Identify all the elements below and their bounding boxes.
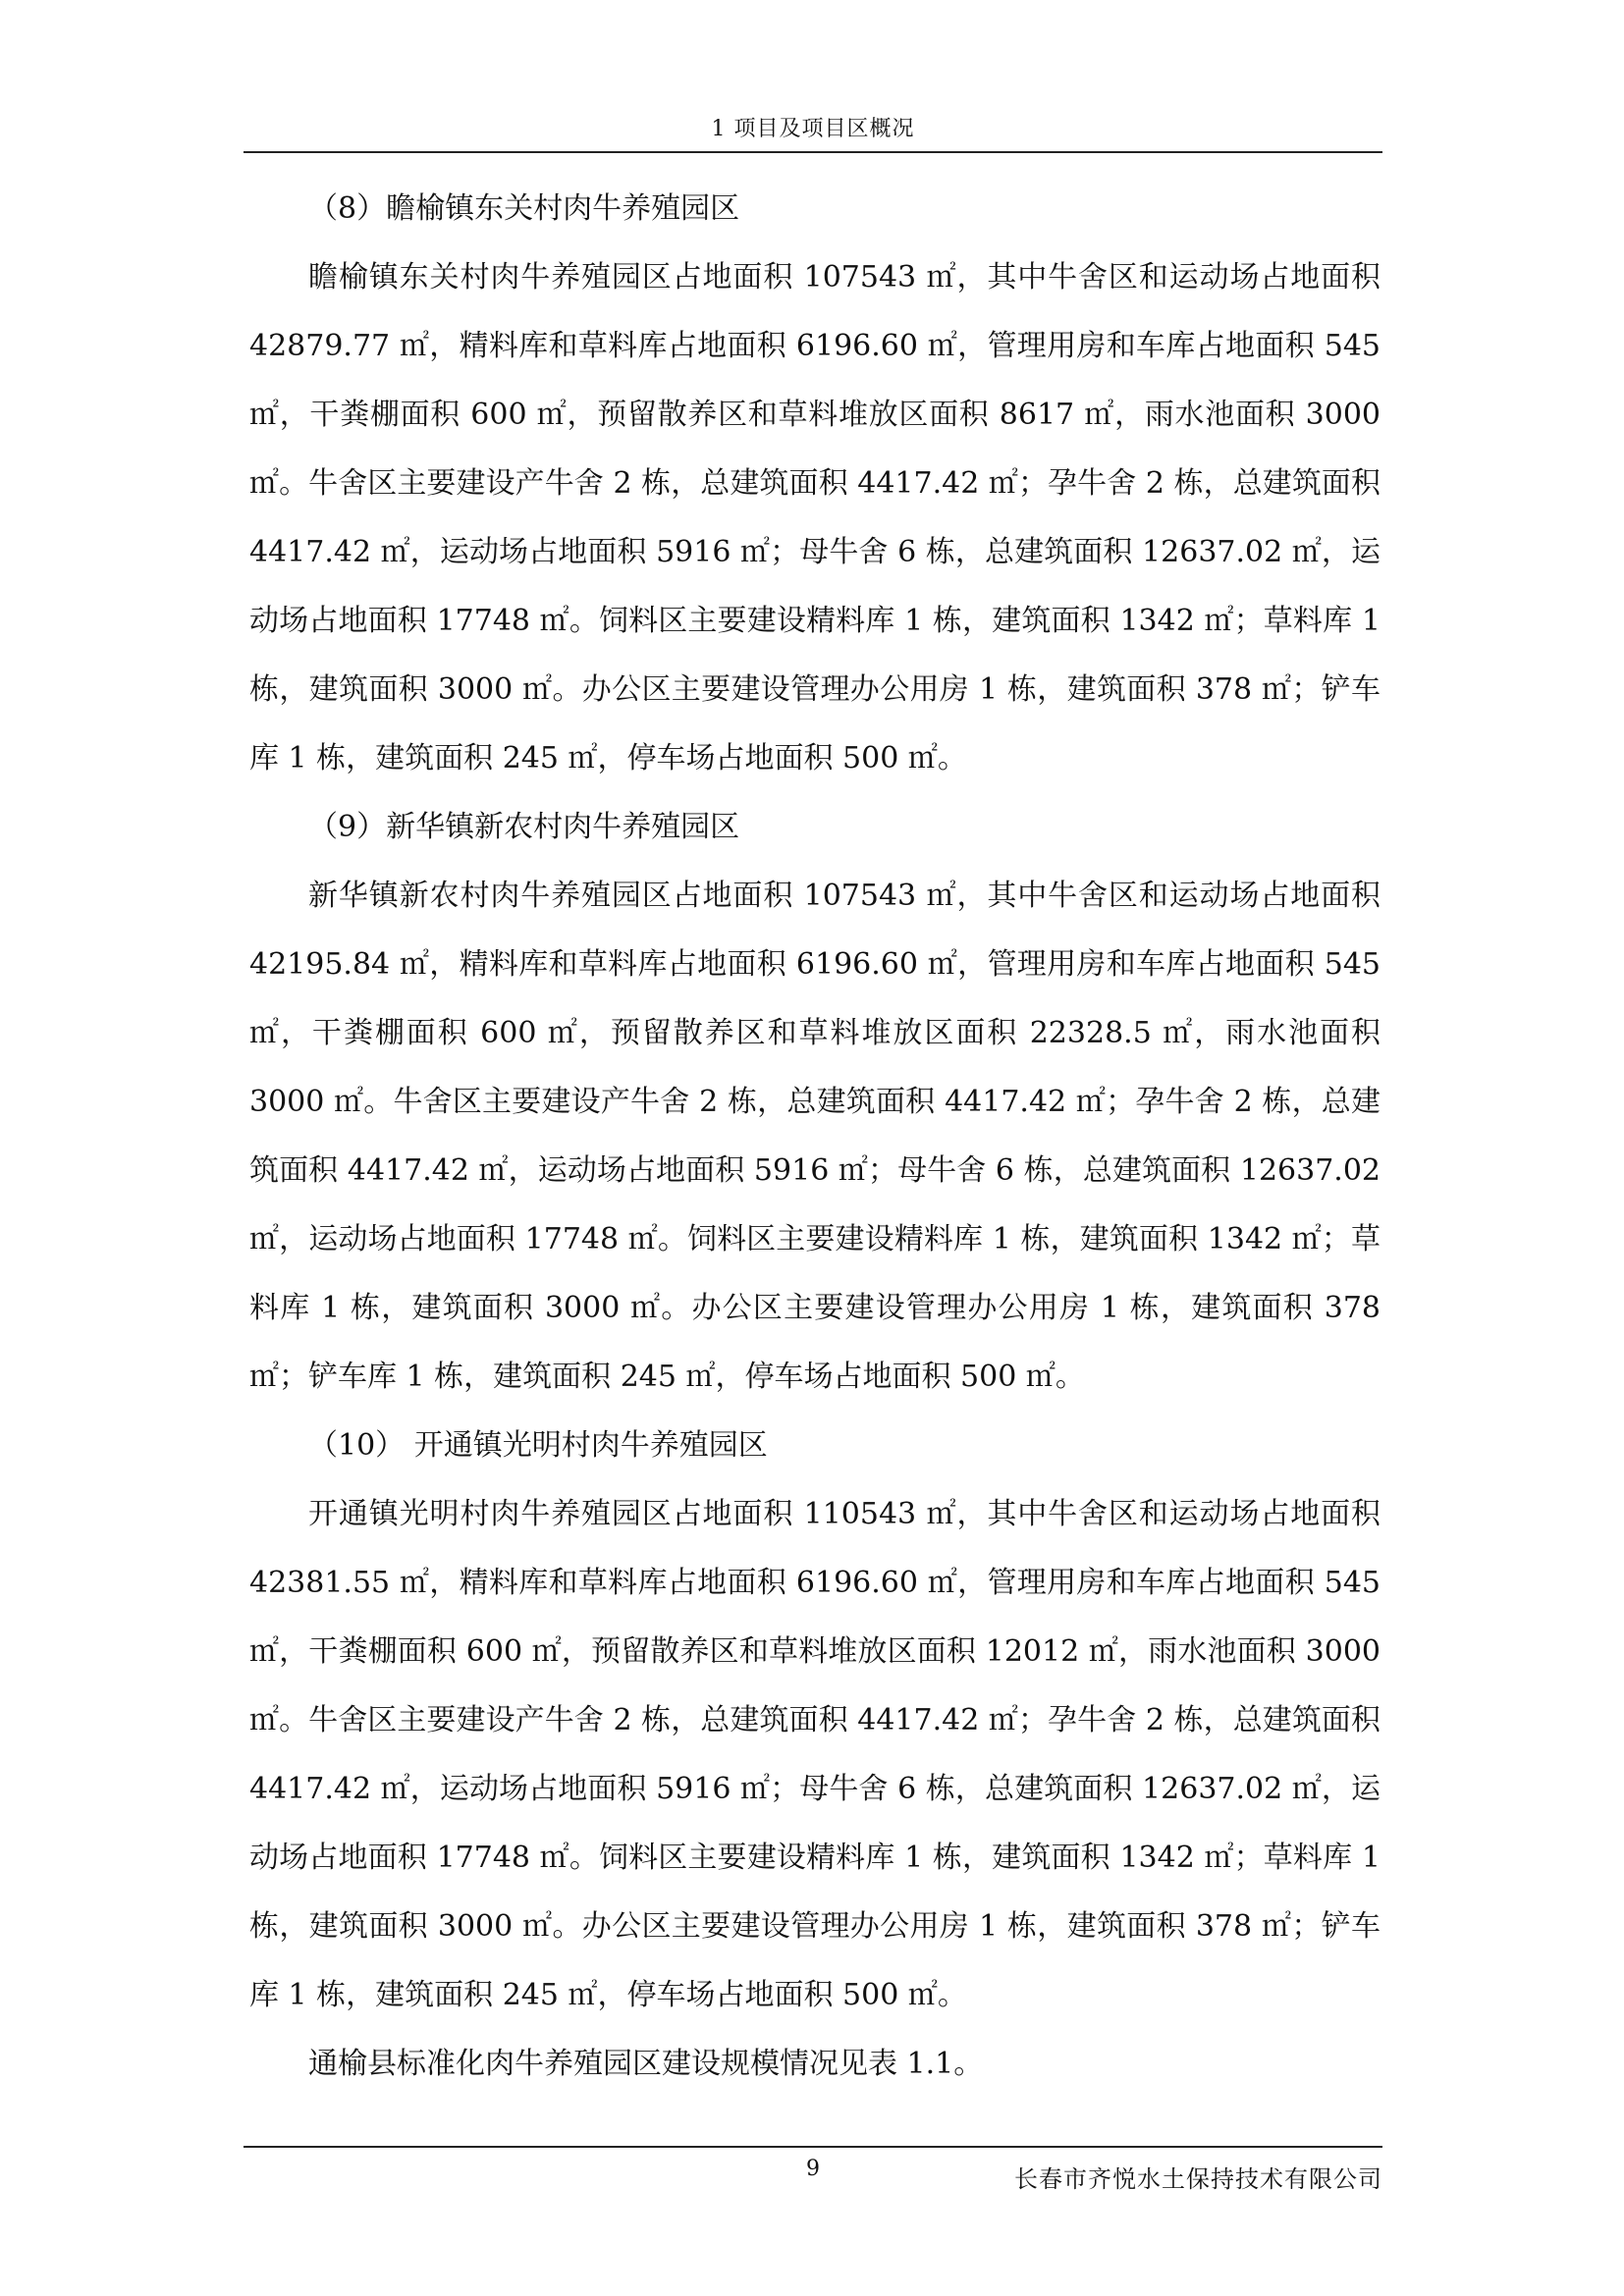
company-name: 长春市齐悦水土保持技术有限公司 [1014,2165,1382,2193]
header-rule [244,151,1382,153]
section-heading-8: （8）瞻榆镇东关村肉牛养殖园区 [308,191,740,226]
document-body [249,175,1380,2099]
section-heading-9: （9）新华镇新农村肉牛养殖园区 [308,810,740,844]
footer-rule [244,2146,1382,2148]
body-paragraph-10: 开通镇光明村肉牛养殖园区占地面积 110543 ㎡，其中牛舍区和运动场占地面积 42381.55 ㎡，精料库和草料库占地面积 6196.60 ㎡，管理用房和车库占地面积 545 ㎡，干粪棚面积 600 ㎡，预留散养区和草料堆放区面积 12012 ㎡，雨水池面积 3000 ㎡。牛舍区主要建设产牛舍 2 栋，总建筑面积 4417.42 ㎡；孕牛舍 2 栋，总建筑面积 4417.42 ㎡，运动场占地面积 5916 ㎡；母牛舍 6 栋，总建筑面积 12637.02 ㎡，运动场占地面积 17748 ㎡。饲料区主要建设精料库 1 栋，建筑面积 1342 ㎡；草料库 1 栋，建筑面积 3000 ㎡。办公区主要建设管理办公用房 1 栋，建筑面积 378 ㎡；铲车库 1 栋，建筑面积 245 ㎡，停车场占地面积 500 ㎡。 [249,1497,1380,2012]
table-reference-paragraph: 通榆县标准化肉牛养殖园区建设规模情况见表 1.1。 [308,2047,984,2081]
page-number: 9 [806,2157,820,2181]
section-heading-10: （10） 开通镇光明村肉牛养殖园区 [308,1428,768,1463]
running-header: 1 项目及项目区概况 [711,117,915,141]
body-paragraph-8: 瞻榆镇东关村肉牛养殖园区占地面积 107543 ㎡，其中牛舍区和运动场占地面积 42879.77 ㎡，精料库和草料库占地面积 6196.60 ㎡，管理用房和车库占地面积 545 ㎡，干粪棚面积 600 ㎡，预留散养区和草料堆放区面积 8617 ㎡，雨水池面积 3000 ㎡。牛舍区主要建设产牛舍 2 栋，总建筑面积 4417.42 ㎡；孕牛舍 2 栋，总建筑面积 4417.42 ㎡，运动场占地面积 5916 ㎡；母牛舍 6 栋，总建筑面积 12637.02 ㎡，运动场占地面积 17748 ㎡。饲料区主要建设精料库 1 栋，建筑面积 1342 ㎡；草料库 1 栋，建筑面积 3000 ㎡。办公区主要建设管理办公用房 1 栋，建筑面积 378 ㎡；铲车库 1 栋，建筑面积 245 ㎡，停车场占地面积 500 ㎡。 [249,260,1380,775]
body-paragraph-9: 新华镇新农村肉牛养殖园区占地面积 107543 ㎡，其中牛舍区和运动场占地面积 42195.84 ㎡，精料库和草料库占地面积 6196.60 ㎡，管理用房和车库占地面积 545 ㎡，干粪棚面积 600 ㎡，预留散养区和草料堆放区面积 22328.5 ㎡，雨水池面积 3000 ㎡。牛舍区主要建设产牛舍 2 栋，总建筑面积 4417.42 ㎡；孕牛舍 2 栋，总建筑面积 4417.42 ㎡，运动场占地面积 5916 ㎡；母牛舍 6 栋，总建筑面积 12637.02 ㎡，运动场占地面积 17748 ㎡。饲料区主要建设精料库 1 栋，建筑面积 1342 ㎡；草料库 1 栋，建筑面积 3000 ㎡。办公区主要建设管理办公用房 1 栋，建筑面积 378 ㎡；铲车库 1 栋，建筑面积 245 ㎡，停车场占地面积 500 ㎡。 [249,879,1380,1394]
